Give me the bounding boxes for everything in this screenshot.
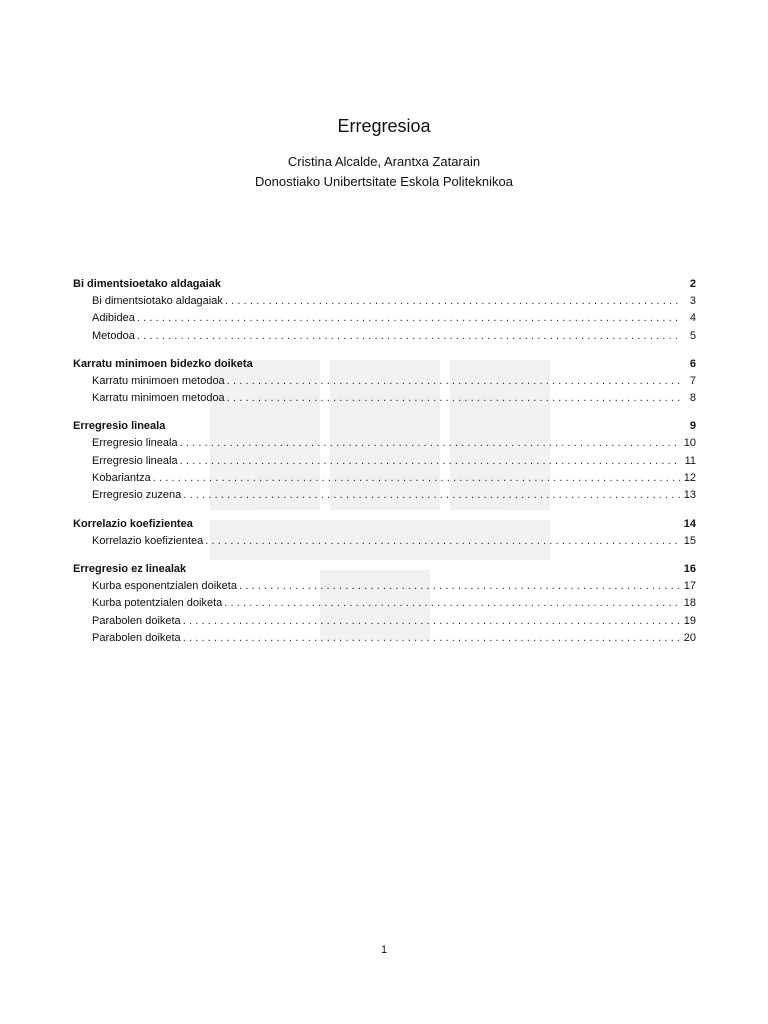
toc-entry-label: Parabolen doiketa (92, 614, 181, 627)
toc-leader-dots (183, 487, 679, 504)
toc-section-title: Karratu minimoen bidezko doiketa (73, 357, 253, 370)
toc-entry-page: 7 (689, 374, 696, 387)
toc-section-title: Erregresio ez linealak (73, 562, 187, 575)
toc-section-page: 2 (689, 278, 696, 290)
toc-entry[interactable] (73, 373, 696, 390)
toc-leader-dots (224, 595, 679, 612)
toc-section-heading[interactable] (73, 561, 696, 578)
toc-section-heading[interactable] (73, 356, 696, 373)
toc-entry[interactable] (73, 453, 696, 470)
toc-entry-label: Erregresio lineala (92, 454, 178, 467)
toc-entry[interactable] (73, 533, 696, 550)
toc-entry[interactable] (73, 487, 696, 504)
toc-entry-page: 10 (683, 437, 696, 450)
toc-entry-label: Karratu minimoen metodoa (92, 374, 225, 387)
page-number: 1 (380, 944, 388, 956)
toc-section-heading[interactable] (73, 418, 696, 435)
toc-section-page: 14 (683, 517, 696, 530)
toc-section-page: 9 (689, 420, 696, 433)
document-title: Erregresioa (337, 116, 431, 136)
toc-entry[interactable] (73, 613, 696, 630)
toc-entry-label: Kurba potentzialen doiketa (92, 597, 223, 610)
toc-entry-label: Bi dimentsiotako aldagaiak (92, 295, 223, 307)
toc-entry-label: Kurba esponentzialen doiketa (92, 579, 237, 592)
toc-section-title: Bi dimentsioetako aldagaiak (73, 278, 221, 290)
table-of-contents (73, 276, 696, 658)
toc-leader-dots (153, 470, 680, 487)
toc-entry-label: Metodoa (92, 329, 135, 342)
toc-entry[interactable] (73, 390, 696, 407)
toc-entry-page: 5 (689, 329, 696, 342)
toc-entry-page: 4 (689, 312, 696, 325)
toc-entry-page: 19 (683, 614, 696, 627)
toc-leader-dots (180, 453, 680, 470)
toc-entry-page: 12 (683, 472, 696, 485)
toc-section (73, 418, 696, 504)
toc-section-heading[interactable] (73, 516, 696, 533)
toc-leader-dots (137, 328, 680, 345)
affiliation: Donostiako Unibertsitate Eskola Politeknikoa (255, 174, 513, 189)
toc-leader-dots (180, 435, 680, 452)
toc-leader-dots (205, 533, 679, 550)
toc-entry[interactable] (73, 630, 696, 647)
toc-leader-dots (227, 373, 680, 390)
toc-entry[interactable] (73, 310, 696, 327)
toc-leader-dots (225, 293, 680, 310)
author-block (0, 152, 768, 192)
toc-entry[interactable] (73, 595, 696, 612)
toc-entry-label: Karratu minimoen metodoa (92, 392, 225, 405)
toc-entry-label: Adibidea (92, 312, 135, 325)
toc-leader-dots (239, 578, 680, 595)
toc-entry-label: Erregresio zuzena (92, 489, 182, 502)
toc-leader-dots (183, 613, 680, 630)
toc-entry[interactable] (73, 293, 696, 310)
toc-entry-page: 18 (683, 597, 696, 610)
toc-entry-page: 11 (684, 454, 696, 467)
toc-leader-dots (183, 630, 680, 647)
toc-entry[interactable] (73, 470, 696, 487)
toc-leader-dots (227, 390, 680, 407)
toc-section (73, 516, 696, 550)
toc-section-page: 16 (683, 562, 696, 575)
toc-entry-page: 3 (689, 295, 696, 307)
toc-section (73, 276, 696, 345)
toc-entry-label: Kobariantza (92, 472, 151, 485)
toc-section (73, 356, 696, 408)
toc-entry[interactable] (73, 578, 696, 595)
toc-entry-label: Korrelazio koefizientea (92, 534, 204, 547)
toc-section (73, 561, 696, 647)
authors: Cristina Alcalde, Arantxa Zatarain (287, 154, 481, 169)
toc-section-heading[interactable] (73, 276, 696, 293)
toc-entry-page: 17 (683, 579, 696, 592)
toc-entry[interactable] (73, 328, 696, 345)
toc-entry-page: 13 (683, 489, 696, 502)
toc-section-page: 6 (689, 357, 696, 370)
toc-entry[interactable] (73, 435, 696, 452)
toc-entry-page: 20 (683, 631, 696, 644)
toc-entry-page: 15 (683, 534, 696, 547)
toc-entry-label: Erregresio lineala (92, 437, 178, 450)
toc-leader-dots (137, 310, 680, 327)
toc-entry-label: Parabolen doiketa (92, 631, 181, 644)
toc-section-title: Korrelazio koefizientea (73, 517, 193, 530)
toc-section-title: Erregresio lineala (73, 420, 166, 433)
toc-entry-page: 8 (689, 392, 696, 405)
